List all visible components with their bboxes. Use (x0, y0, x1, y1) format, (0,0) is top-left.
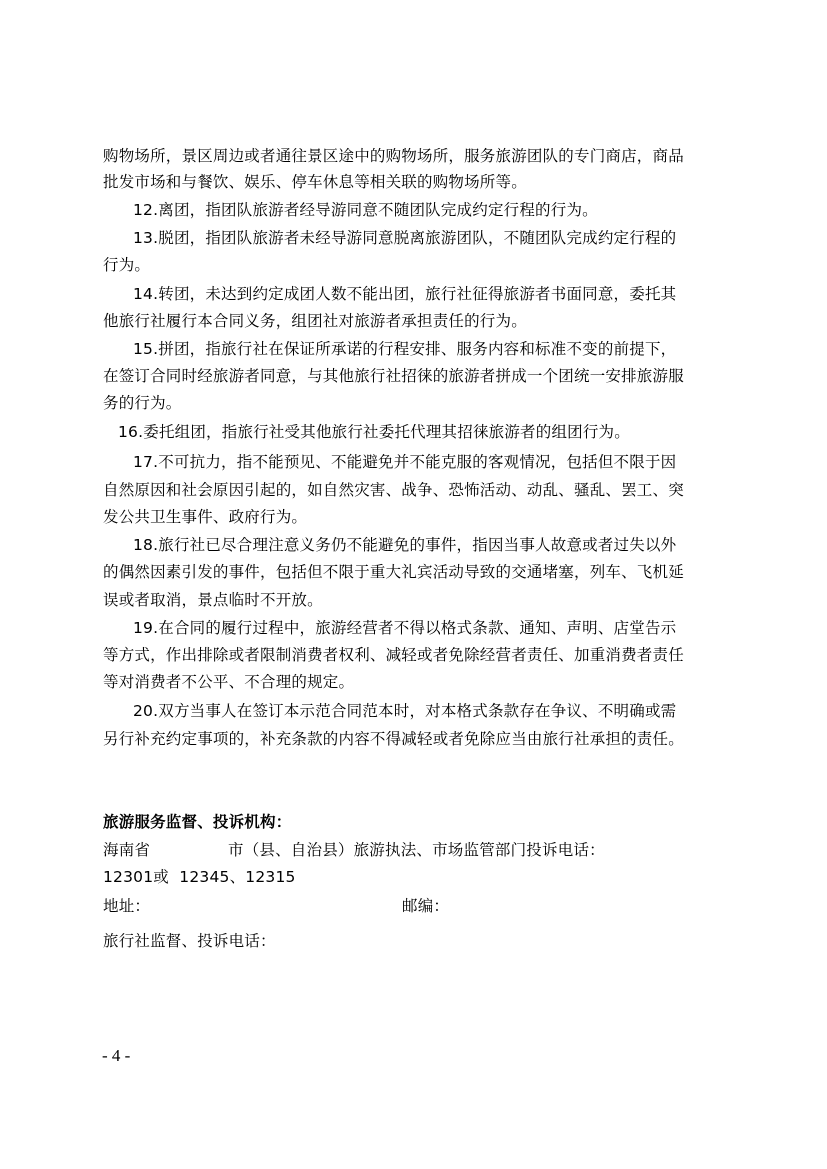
text-line: 在签订合同时经旅游者同意，与其他旅行社招徕的旅游者拼成一个团统一安排旅游服 (103, 367, 684, 385)
text-line: 等对消费者不公平、不合理的规定。 (103, 673, 355, 691)
clause-14: 14.转团，未达到约定成团人数不能出团，旅行社征得旅游者书面同意，委托其 (133, 285, 677, 303)
complaint-heading: 旅游服务监督、投诉机构： (103, 813, 292, 831)
clause-20: 20.双方当事人在签订本示范合同范本时，对本格式条款存在争议、不明确或需 (133, 702, 677, 720)
text-line: 行为。 (103, 256, 151, 274)
complaint-phones: 12301或 12345、12315 (103, 868, 296, 886)
address-label: 地址： (103, 897, 151, 915)
clause-18: 18.旅行社已尽合理注意义务仍不能避免的事件，指因当事人故意或者过失以外 (133, 536, 677, 554)
page-number: - 4 - (102, 1046, 131, 1065)
agency-complaint-label: 旅行社监督、投诉电话： (103, 932, 276, 950)
clause-12: 12.离团，指团队旅游者经导游同意不随团队完成约定行程的行为。 (133, 201, 598, 219)
text-line: 购物场所，景区周边或者通往景区途中的购物场所，服务旅游团队的专门商店，商品 (103, 147, 684, 165)
text-line: 误或者取消，景点临时不开放。 (103, 591, 323, 609)
text-line: 批发市场和与餐饮、娱乐、停车休息等相关联的购物场所等。 (103, 173, 527, 191)
text-line: 自然原因和社会原因引起的，如自然灾害、战争、恐怖活动、动乱、骚乱、罢工、突 (103, 481, 684, 499)
clause-15: 15.拼团，指旅行社在保证所承诺的行程安排、服务内容和标准不变的前提下， (133, 340, 677, 358)
clause-13: 13.脱团，指团队旅游者未经导游同意脱离旅游团队，不随团队完成约定行程的 (133, 229, 677, 247)
text-line: 等方式，作出排除或者限制消费者权利、减轻或者免除经营者责任、加重消费者责任 (103, 646, 684, 664)
clause-17: 17.不可抗力，指不能预见、不能避免并不能克服的客观情况，包括但不限于因 (133, 453, 677, 471)
text-line: 发公共卫生事件、政府行为。 (103, 508, 308, 526)
text-line: 另行补充约定事项的，补充条款的内容不得减轻或者免除应当由旅行社承担的责任。 (103, 730, 684, 748)
complaint-city-line: 市（县、自治县）旅游执法、市场监管部门投诉电话： (228, 841, 605, 859)
text-line: 他旅行社履行本合同义务，组团社对旅游者承担责任的行为。 (103, 312, 527, 330)
complaint-province: 海南省 (103, 841, 151, 859)
clause-19: 19.在合同的履行过程中，旅游经营者不得以格式条款、通知、声明、店堂告示 (133, 619, 677, 637)
text-line: 务的行为。 (103, 394, 182, 412)
postcode-label: 邮编： (402, 897, 450, 915)
text-line: 的偶然因素引发的事件，包括但不限于重大礼宾活动导致的交通堵塞，列车、飞机延 (103, 563, 684, 581)
clause-16: 16.委托组团，指旅行社受其他旅行社委托代理其招徕旅游者的组团行为。 (118, 423, 630, 441)
